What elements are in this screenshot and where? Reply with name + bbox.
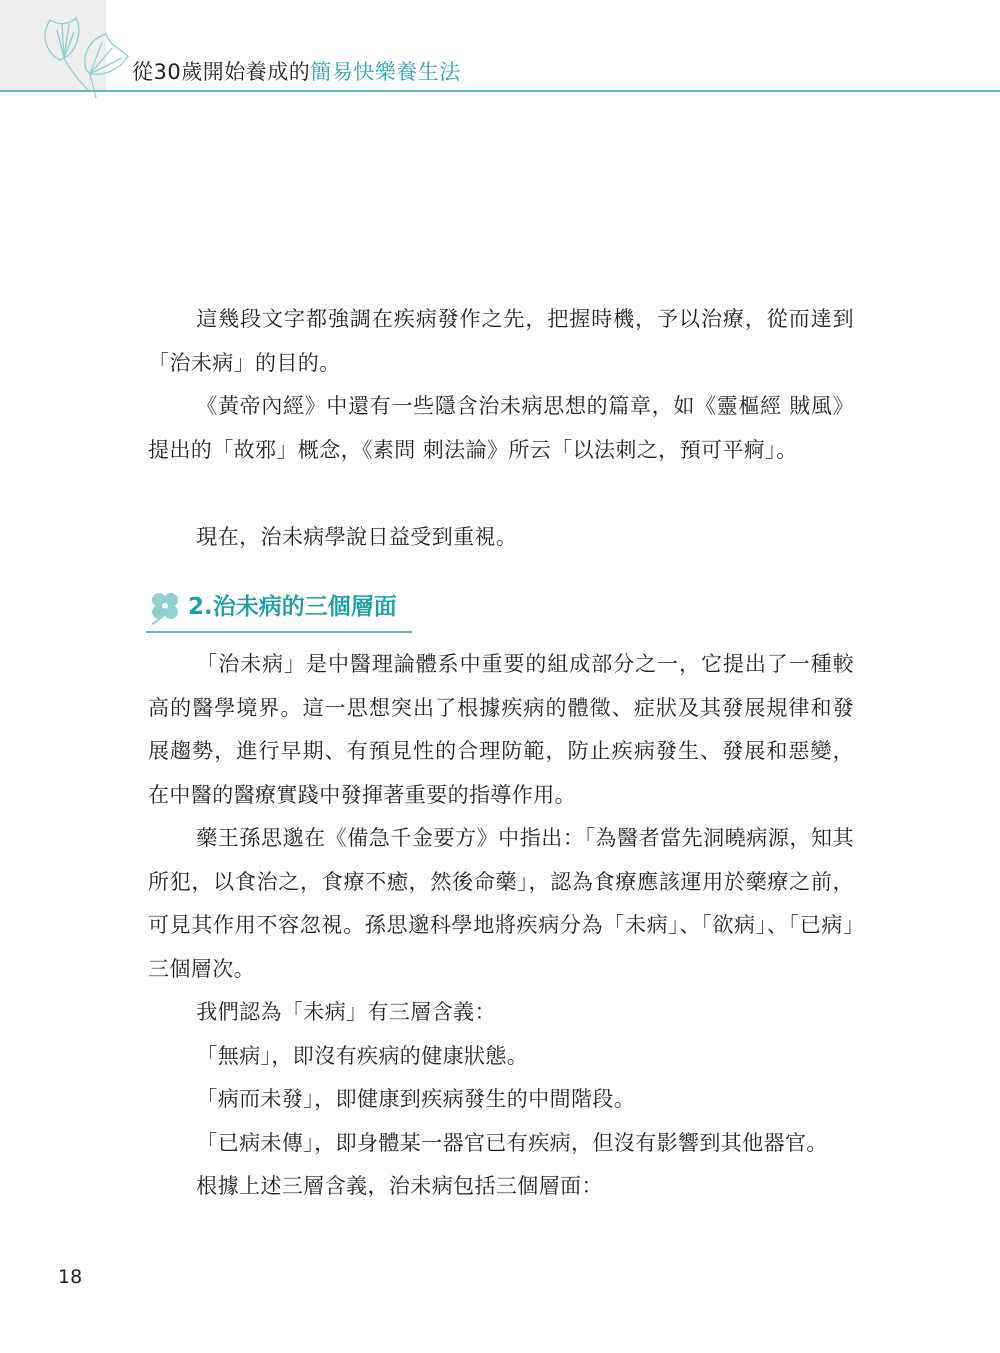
page-number: 18 (58, 1266, 83, 1288)
paragraph-text: 藥王孫思邈在《備急千金要方》中指出：「為醫者當先洞曉病源，知其所犯，以食治之，食療不癒，然後命藥」，認為食療應該運用於藥療之前，可見其作用不容忽視。孫思邈科學地將疾病分為「未病」、「欲病」、「已病」三個層次。 (148, 826, 854, 981)
body-paragraph (148, 817, 854, 991)
ginkgo-leaf-icon (30, 12, 130, 98)
running-title-accent: 簡易快樂養生法 (310, 60, 461, 84)
list-item: 「無病」，即沒有疾病的健康狀態。 (196, 1043, 529, 1068)
definition-list (148, 991, 888, 1209)
header-rule (0, 90, 1000, 92)
body-paragraph (148, 643, 854, 817)
running-title-plain: 從30歲開始養成的 (132, 60, 311, 84)
list-item: 我們認為「未病」有三層含義： (196, 1000, 496, 1024)
list-item: 根據上述三層含義，治未病包括三個層面： (196, 1174, 603, 1198)
list-item: 「已病未傳」，即身體某一器官已有疾病，但沒有影響到其他器官。 (196, 1130, 828, 1155)
list-item: 「病而未發」，即健康到疾病發生的中間階段。 (196, 1087, 636, 1111)
clover-icon (146, 588, 184, 626)
running-title (132, 56, 461, 88)
body-paragraph (148, 298, 854, 385)
paragraph-text: 「治未病」是中醫理論體系中重要的組成部分之一，它提出了一種較高的醫學境界。這一思想突出了根據疾病的體徵、症狀及其發展規律和發展趨勢，進行早期、有預見性的合理防範，防止疾病發生、發展和惡變，在中醫的醫療實踐中發揮著重要的指導作用。 (148, 652, 854, 807)
section-underline (146, 631, 412, 633)
body-paragraph (148, 516, 854, 560)
paragraph-text: 現在，治未病學說日益受到重視。 (196, 525, 518, 549)
section-title: 2.治未病的三個層面 (188, 594, 397, 620)
section-heading (146, 586, 412, 634)
paragraph-text: 《黃帝內經》中還有一些隱含治未病思想的篇章，如《靈樞經 賊風》提出的「故邪」概念，《素問 刺法論》所云「以法刺之，預可平痾」。 (148, 394, 854, 462)
paragraph-text: 這幾段文字都強調在疾病發作之先，把握時機，予以治療，從而達到「治未病」的目的。 (148, 307, 854, 375)
body-paragraph (148, 385, 854, 472)
